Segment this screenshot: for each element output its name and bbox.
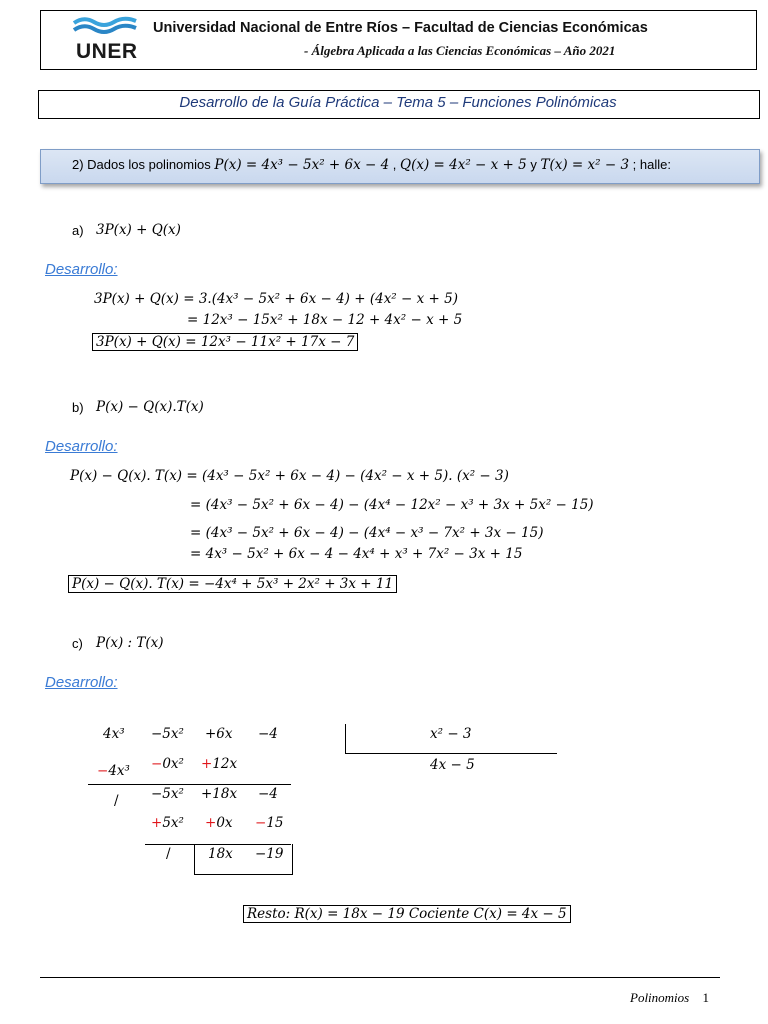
dividend-term: −4	[258, 726, 278, 742]
divisor: x² − 3	[430, 726, 472, 742]
item-c-expression: P(x) : T(x)	[96, 635, 164, 651]
problem-separator: ,	[389, 157, 401, 172]
item-c-result: Resto: R(x) = 18x − 19 Cociente C(x) = 4x − 5	[243, 905, 571, 923]
cancel-mark: /	[114, 793, 119, 809]
item-a-step-1: 3P(x) + Q(x) = 3.(4x³ − 5x² + 6x − 4) + (4x² − x + 5)	[94, 291, 458, 307]
item-a-result: 3P(x) + Q(x) = 12x³ − 11x² + 17x − 7	[92, 333, 358, 351]
item-b-step-2: = (4x³ − 5x² + 6x − 4) − (4x⁴ − 12x² − x³ + 3x + 5x² − 15)	[190, 497, 594, 513]
quotient: 4x − 5	[430, 757, 475, 773]
problem-lead: 2) Dados los polinomios	[72, 157, 211, 172]
partial-remainder-term: −5x²	[151, 786, 184, 802]
problem-conjunction: y	[526, 157, 541, 172]
footer	[630, 990, 709, 1006]
polynomial-t-definition: T(x) = x² − 3	[540, 157, 630, 173]
uner-wave-logo-icon	[72, 16, 138, 38]
partial-remainder-term: −4	[258, 786, 278, 802]
partial-remainder-term: +18x	[201, 786, 238, 802]
dividend-term: +6x	[205, 726, 233, 742]
footer-divider	[40, 977, 720, 978]
header-box	[40, 10, 757, 70]
item-a-step-2: = 12x³ − 15x² + 18x − 12 + 4x² − x + 5	[187, 312, 463, 328]
item-b-desarrollo-heading: Desarrollo:	[45, 438, 118, 455]
final-remainder-term: 18x	[208, 846, 233, 862]
item-b-step-4: = 4x³ − 5x² + 6x − 4 − 4x⁴ + x³ + 7x² − 3x + 15	[190, 546, 523, 562]
problem-statement	[72, 157, 671, 173]
item-a-label: a)	[72, 223, 84, 238]
page-number: 1	[702, 990, 709, 1005]
section-title: Desarrollo de la Guía Práctica – Tema 5 – Funciones Polinómicas	[179, 94, 617, 111]
subtrahend-term: −15	[255, 815, 284, 831]
dividend-term: 4x³	[103, 726, 125, 742]
problem-tail: ; halle:	[629, 157, 671, 172]
course-subtitle: - Álgebra Aplicada a las Ciencias Económicas – Año 2021	[304, 43, 616, 58]
subtrahend-term: +0x	[205, 815, 233, 831]
footer-label: Polinomios	[630, 990, 690, 1005]
university-title: Universidad Nacional de Entre Ríos – Facultad de Ciencias Económicas	[153, 20, 648, 36]
subtrahend-term: +12x	[201, 756, 238, 772]
subtraction-line	[88, 784, 291, 785]
cancel-mark: /	[166, 846, 171, 862]
subtrahend-term: +5x²	[151, 815, 184, 831]
item-b-result: P(x) − Q(x). T(x) = −4x⁴ + 5x³ + 2x² + 3x + 11	[68, 575, 397, 593]
item-b-step-1: P(x) − Q(x). T(x) = (4x³ − 5x² + 6x − 4) − (4x² − x + 5). (x² − 3)	[70, 468, 509, 484]
divisor-horizontal-bar	[345, 753, 557, 754]
polynomial-q-definition: Q(x) = 4x² − x + 5	[400, 157, 527, 173]
divisor-vertical-bar	[345, 724, 346, 754]
item-a-desarrollo-heading: Desarrollo:	[45, 261, 118, 278]
subtrahend-term: −4x³	[97, 763, 130, 779]
final-remainder-term: −19	[255, 846, 284, 862]
item-c-label: c)	[72, 636, 83, 651]
subtrahend-term: −0x²	[151, 756, 184, 772]
uner-logo-text: UNER	[76, 40, 138, 63]
item-b-label: b)	[72, 400, 84, 415]
item-a-expression: 3P(x) + Q(x)	[96, 222, 181, 238]
item-b-step-3: = (4x³ − 5x² + 6x − 4) − (4x⁴ − x³ − 7x² + 3x − 15)	[190, 525, 544, 541]
item-b-expression: P(x) − Q(x).T(x)	[96, 399, 204, 415]
dividend-term: −5x²	[151, 726, 184, 742]
item-c-desarrollo-heading: Desarrollo:	[45, 674, 118, 691]
polynomial-p-definition: P(x) = 4x³ − 5x² + 6x − 4	[214, 157, 390, 173]
